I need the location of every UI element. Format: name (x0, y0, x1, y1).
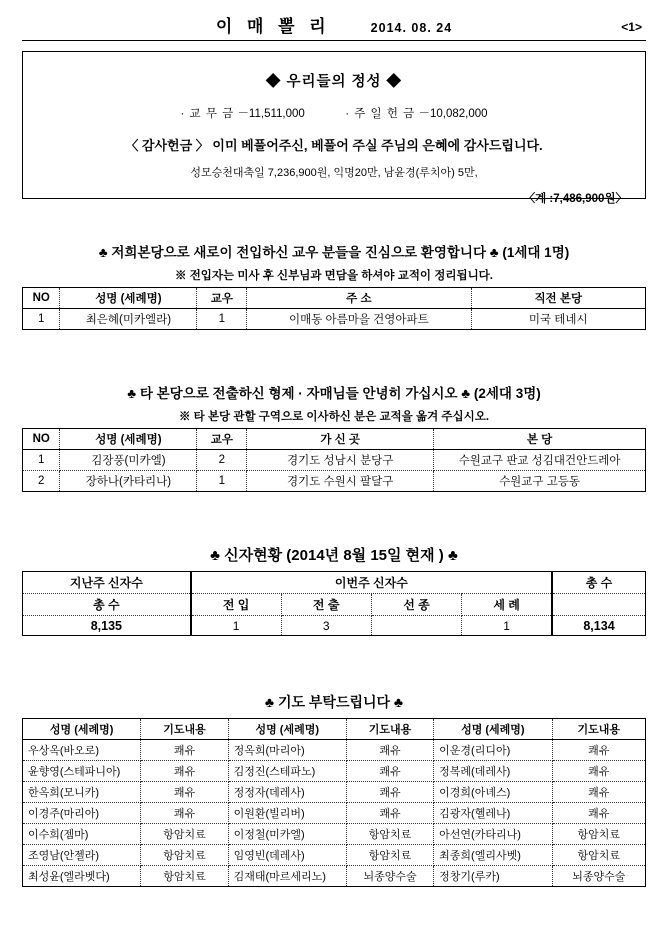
table-row (23, 866, 646, 887)
farewell-table (22, 428, 646, 492)
table-row (23, 845, 646, 866)
cell-name-3: 정복례(데레사) (434, 761, 552, 782)
col-no: NO (23, 429, 60, 450)
cell-name: 최은혜(미카엘라) (60, 309, 197, 330)
table-row (23, 803, 646, 824)
col-prev-label: 총 수 (23, 594, 191, 616)
status-table (22, 571, 646, 636)
cell-out: 3 (281, 616, 371, 636)
col-name-1: 성명 (세례명) (23, 719, 141, 740)
cell-content-3: 항암치료 (552, 824, 645, 845)
cell-content-3: 쾌유 (552, 803, 645, 824)
offering-detail-text: 성모승천대축일 7,236,900원, 익명20만, 남윤경(루치아) 5만, (190, 167, 478, 179)
cell-name-2: 김재태(마르세리노) (228, 866, 346, 887)
cell-prev-total: 8,135 (23, 616, 191, 636)
col-total-spacer (552, 594, 645, 616)
cell-no: 1 (23, 450, 60, 471)
cell-no: 2 (23, 471, 60, 492)
header-divider (22, 40, 646, 41)
prayer-table (22, 718, 646, 887)
table-row (23, 740, 646, 761)
farewell-section (22, 382, 646, 492)
table-row (23, 616, 646, 636)
cell-content-1: 항암치료 (141, 845, 228, 866)
cell-content-3: 쾌유 (552, 740, 645, 761)
col-members: 교우 (197, 288, 247, 309)
cell-content-2: 뇌종양수술 (346, 866, 433, 887)
welcome-heading: ♣ 저희본당으로 새로이 전입하신 교우 분들을 진심으로 환영합니다 ♣ (1세대 1명) (98, 245, 570, 260)
table-row (23, 450, 646, 471)
offering-item1-label: · 교 무 금 (180, 108, 235, 120)
cell-prev-parish: 미국 테네시 (471, 309, 645, 330)
cell-content-2: 쾌유 (346, 761, 433, 782)
cell-baptism: 1 (462, 616, 552, 636)
table-row (23, 761, 646, 782)
status-section (22, 544, 646, 636)
cell-content-3: 뇌종양수술 (552, 866, 645, 887)
cell-name-3: 최종희(엘리사벳) (434, 845, 552, 866)
table-row (23, 471, 646, 492)
cell-content-2: 쾌유 (346, 740, 433, 761)
cell-name-1: 우상옥(바오로) (23, 740, 141, 761)
col-name: 성명 (세례명) (60, 429, 197, 450)
cell-name-2: 이정철(미카엘) (228, 824, 346, 845)
cell-members: 1 (197, 471, 247, 492)
cell-name-1: 최성윤(엘라벳다) (23, 866, 141, 887)
status-heading: ♣ 신자현황 (2014년 8월 15일 현재 ) ♣ (210, 547, 458, 564)
col-this-week: 이번주 신자수 (191, 572, 552, 594)
offering-title: ◆ 우리들의 정성 ◆ (265, 74, 403, 90)
cell-new-parish: 수원교구 판교 성김대건안드레아 (434, 450, 646, 471)
cell-name-2: 정정자(데레사) (228, 782, 346, 803)
page-number: <1> (621, 20, 642, 34)
cell-name-3: 김광자(헬레나) (434, 803, 552, 824)
offering-amounts (37, 105, 631, 121)
offering-item2-value: －10,082,000 (418, 108, 488, 120)
cell-name-1: 한옥희(모니카) (23, 782, 141, 803)
bulletin-date: 2014. 08. 24 (370, 21, 453, 35)
col-prev-total: 지난주 신자수 (23, 572, 191, 594)
cell-name-2: 정옥희(마리아) (228, 740, 346, 761)
col-no: NO (23, 288, 60, 309)
col-address: 주 소 (247, 288, 471, 309)
cell-destination: 경기도 수원시 팔달구 (247, 471, 434, 492)
cell-content-1: 쾌유 (141, 803, 228, 824)
table-row (23, 309, 646, 330)
cell-total: 8,134 (552, 616, 645, 636)
offering-item2-label: · 주 일 헌 금 (345, 108, 416, 120)
cell-name-2: 김정진(스테파노) (228, 761, 346, 782)
cell-address: 이매동 아름마을 건영아파트 (247, 309, 471, 330)
welcome-section (22, 241, 646, 330)
col-prev-parish: 직전 본당 (471, 288, 645, 309)
cell-name: 장하나(카타리나) (60, 471, 197, 492)
cell-name-3: 아선연(카타리나) (434, 824, 552, 845)
farewell-note: ※ 타 본당 관할 구역으로 이사하신 분은 교적을 옮겨 주십시오. (178, 411, 490, 423)
cell-content-1: 쾌유 (141, 782, 228, 803)
table-row (23, 782, 646, 803)
cell-name: 김장풍(미카엘) (60, 450, 197, 471)
cell-name-1: 윤향영(스테파니아) (23, 761, 141, 782)
cell-name-2: 이원환(빌리버) (228, 803, 346, 824)
cell-content-3: 쾌유 (552, 761, 645, 782)
offering-item1-value: －11,511,000 (237, 108, 305, 120)
cell-content-1: 항암치료 (141, 824, 228, 845)
cell-name-3: 이경희(아녜스) (434, 782, 552, 803)
table-header-row (23, 429, 646, 450)
col-deceased: 선 종 (371, 594, 461, 616)
cell-content-3: 항암치료 (552, 845, 645, 866)
cell-content-2: 항암치료 (346, 824, 433, 845)
col-total: 총 수 (552, 572, 645, 594)
col-content-3: 기도내용 (552, 719, 645, 740)
col-new-parish: 본 당 (434, 429, 646, 450)
cell-name-2: 임영빈(데레사) (228, 845, 346, 866)
cell-content-2: 항암치료 (346, 845, 433, 866)
offering-thanks-text: 〈 감사헌금 〉 이미 베풀어주신, 베풀어 주실 주님의 은혜에 감사드립니다. (125, 138, 543, 153)
col-name: 성명 (세례명) (60, 288, 197, 309)
table-subheader-row (23, 594, 646, 616)
welcome-table (22, 287, 646, 330)
cell-name-1: 이수희(젬마) (23, 824, 141, 845)
col-content-2: 기도내용 (346, 719, 433, 740)
col-members: 교우 (197, 429, 247, 450)
cell-content-2: 쾌유 (346, 803, 433, 824)
col-baptism: 세 례 (462, 594, 552, 616)
cell-destination: 경기도 성남시 분당구 (247, 450, 434, 471)
prayer-section (22, 692, 646, 887)
col-name-2: 성명 (세례명) (228, 719, 346, 740)
table-header-row (23, 719, 646, 740)
cell-members: 1 (197, 309, 247, 330)
page-header (22, 8, 646, 38)
welcome-note: ※ 전입자는 미사 후 신부님과 면담을 하셔야 교적이 정리됩니다. (175, 270, 493, 282)
cell-name-3: 이운경(리디아) (434, 740, 552, 761)
col-in: 전 입 (191, 594, 281, 616)
offering-total: 〈계 :7,486,900원〉 (523, 193, 627, 205)
cell-no: 1 (23, 309, 60, 330)
cell-name-1: 이경주(마리아) (23, 803, 141, 824)
cell-content-2: 쾌유 (346, 782, 433, 803)
table-header-row (23, 288, 646, 309)
cell-new-parish: 수원교구 고등동 (434, 471, 646, 492)
offering-box (22, 51, 646, 205)
cell-name-3: 정창기(루카) (434, 866, 552, 887)
cell-content-1: 쾌유 (141, 740, 228, 761)
farewell-heading: ♣ 타 본당으로 전출하신 형제 · 자매님들 안녕히 가십시오 ♣ (2세대 3명) (127, 386, 541, 401)
cell-in: 1 (191, 616, 281, 636)
cell-name-1: 조영남(안젤라) (23, 845, 141, 866)
cell-members: 2 (197, 450, 247, 471)
prayer-heading: ♣ 기도 부탁드립니다 ♣ (264, 694, 404, 710)
col-destination: 가 신 곳 (247, 429, 434, 450)
col-content-1: 기도내용 (141, 719, 228, 740)
table-header-row (23, 572, 646, 594)
col-name-3: 성명 (세례명) (434, 719, 552, 740)
table-row (23, 824, 646, 845)
cell-deceased (371, 616, 461, 636)
cell-content-1: 쾌유 (141, 761, 228, 782)
col-out: 전 출 (281, 594, 371, 616)
cell-content-1: 항암치료 (141, 866, 228, 887)
cell-content-3: 쾌유 (552, 782, 645, 803)
bulletin-title: 이 매 뽈 리 (215, 17, 331, 36)
